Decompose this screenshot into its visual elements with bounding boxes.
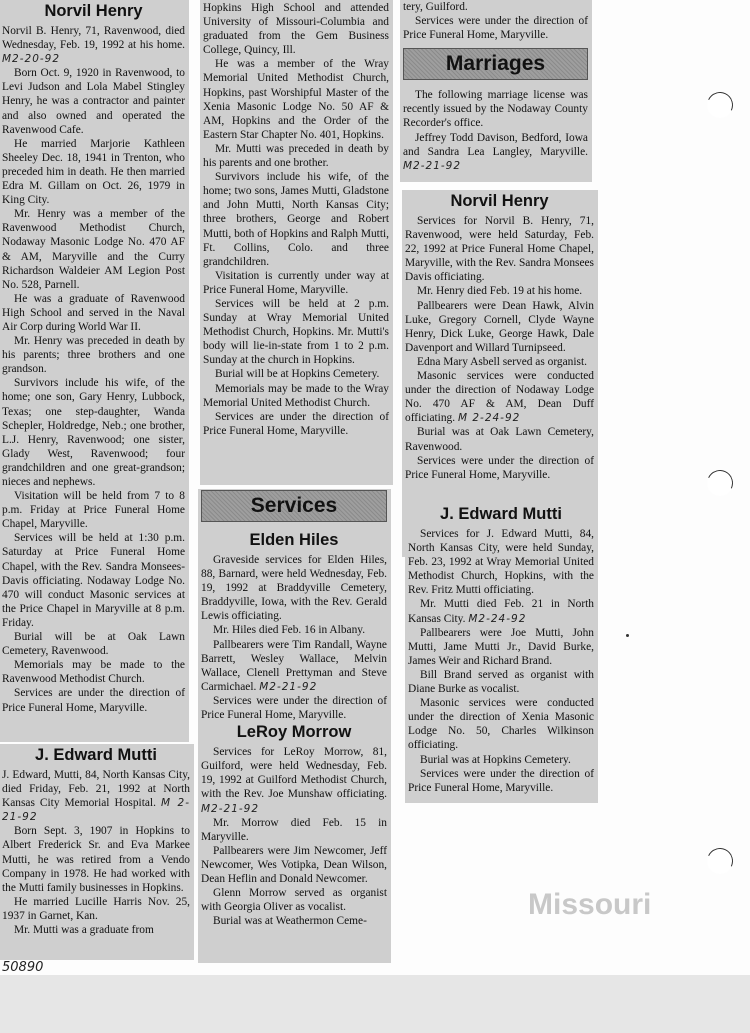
obit-paragraph: Services will be held at 1:30 p.m. Saturday at Price Funeral Home Chapel, with the Rev. Sandra Monsees-Davis officiating. Nodaway Lodge No. 470 will conduct Masonic services at the Price Chapel in Maryville at 8 p.m. Friday. bbox=[2, 532, 185, 629]
obit-paragraph: Norvil B. Henry, 71, Ravenwood, died Wednesday, Feb. 19, 1992 at his home. bbox=[2, 25, 185, 52]
obituary-heading: Norvil Henry bbox=[450, 192, 549, 210]
service-paragraph: Services for Norvil B. Henry, 71, Ravenwood, were held Saturday, Feb. 22, 1992 at Price Funeral Home Chapel, Maryville, with the Rev. Sandra Monsees Davis officiating. bbox=[405, 215, 594, 284]
norvil-henry-obituary bbox=[0, 0, 189, 742]
handwritten-date: M2-21-92 bbox=[403, 159, 462, 172]
obit-paragraph: Services will be held at 2 p.m. Sunday at Wray Memorial United Methodist Church, Hopkins. Mr. Mutti's body will lie-in-state from 1 to 2 p.m. Sunday at the church in Hopkins. bbox=[203, 297, 389, 367]
marriage-paragraph: Jeffrey Todd Davison, Bedford, Iowa and Sandra Lea Langley, Maryville. bbox=[403, 131, 588, 158]
service-paragraph: Mr. Mutti died Feb. 21 in North Kansas City. bbox=[408, 598, 594, 625]
marriage-paragraph: The following marriage license was recently issued by the Nodaway County Recorder's office. bbox=[403, 89, 588, 130]
service-paragraph: Burial was at Oak Lawn Cemetery, Ravenwood. bbox=[405, 426, 594, 453]
obituary-heading: Norvil Henry bbox=[44, 2, 143, 20]
binder-hole-mark bbox=[703, 88, 736, 121]
obit-paragraph: Hopkins High School and attended University of Missouri-Columbia and graduated from the Gem Business College, Quincy, Ill. bbox=[203, 2, 389, 57]
mutti-obituary bbox=[0, 744, 194, 960]
marriages-section bbox=[400, 0, 592, 182]
handwritten-date: M 2-21-92 bbox=[2, 797, 190, 824]
obit-paragraph: Burial will be at Hopkins Cemetery. bbox=[215, 368, 380, 381]
obit-paragraph: Visitation is currently under way at Price Funeral Home, Maryville. bbox=[203, 269, 389, 296]
service-paragraph: Mr. Henry died Feb. 19 at his home. bbox=[417, 285, 583, 298]
mutti-obituary-continued bbox=[200, 0, 393, 485]
service-paragraph: Burial was at Weathermon Ceme- bbox=[213, 915, 367, 928]
scan-bottom-edge bbox=[0, 975, 750, 1033]
service-paragraph: tery, Guilford. bbox=[403, 1, 468, 13]
obit-paragraph: Born Sept. 3, 1907 in Hopkins to Albert Frederick Sr. and Eva Markee Mutti, he was retired from a Vendo Company in 1978. He had worked with the Mutti family businesses in Hopkins. bbox=[2, 825, 190, 894]
service-paragraph: Services were under the direction of Price Funeral Home, Maryville. bbox=[201, 694, 387, 722]
obit-paragraph: Mr. Mutti was a graduate from bbox=[14, 924, 154, 937]
obit-paragraph: J. Edward, Mutti, 84, North Kansas City, died Friday, Feb. 21, 1992 at North Kansas City Memorial Hospital. bbox=[2, 769, 190, 810]
obit-paragraph: He married Marjorie Kathleen Sheeley Dec. 18, 1941 in Trenton, who preceded him in death. He then married Edra M. Gillam on Oct. 26, 1979 in King City. bbox=[2, 137, 185, 207]
obit-paragraph: Mr. Mutti was preceded in death by his parents and one brother. bbox=[203, 142, 389, 170]
service-paragraph: Edna Mary Asbell served as organist. bbox=[417, 355, 587, 368]
handwritten-date: M2-21-92 bbox=[201, 802, 260, 815]
service-paragraph: Mr. Hiles died Feb. 16 in Albany. bbox=[213, 624, 366, 637]
handwritten-date: M2-20-92 bbox=[2, 53, 61, 66]
service-paragraph: Burial was at Hopkins Cemetery. bbox=[420, 753, 571, 766]
obituary-heading: Elden Hiles bbox=[249, 531, 339, 549]
binder-hole-mark bbox=[703, 466, 736, 499]
service-paragraph: Services were under the direction of Price Funeral Home, Maryville. bbox=[405, 454, 594, 481]
binder-hole-mark bbox=[703, 844, 736, 877]
page-stamp: 50890 bbox=[2, 960, 44, 975]
obituary-heading: J. Edward Mutti bbox=[35, 746, 157, 764]
faint-bleed-text: Missouri bbox=[528, 888, 652, 921]
obit-paragraph: Mr. Henry was a member of the Ravenwood Methodist Church, Nodaway Masonic Lodge No. 470 AF & AM, Maryville and the Curry Richardson Waldeier AM Legion Post No. 528, Parnell. bbox=[2, 208, 185, 291]
service-paragraph: Pallbearers were Jim Newcomer, Jeff Newcomer, Wes Votipka, Dean Wilson, Dean Heflin and Donald Newcomer. bbox=[201, 844, 387, 885]
service-paragraph: Masonic services were conducted under the direction of Xenia Masonic Lodge No. 50, Charles Wilkinson officiating. bbox=[408, 697, 594, 752]
service-paragraph: Services were under the direction of Price Funeral Home, Maryville. bbox=[403, 15, 588, 42]
obit-paragraph: Born Oct. 9, 1920 in Ravenwood, to Levi Judson and Lola Mabel Stingley Henry, he was a contractor and painter and also owned and operated the Ravenwood Cafe. bbox=[2, 67, 185, 136]
obit-paragraph: Memorials may be made to the Ravenwood Methodist Church. bbox=[2, 659, 185, 686]
service-paragraph: Pallbearers were Tim Randall, Wayne Barrett, Wesley Wallace, Melvin Wallace, Clenell Prettyman and Steve Carmichael. bbox=[201, 638, 387, 693]
obit-paragraph: Survivors include his wife, of the home; one son, Gary Henry, Lubbock, Texas; one step-daughter, Wanda Schepler, Holdredge, Neb.; one brother, L.J. Henry, Ravenwood; one sister, Glady West, Ravenwood; four grandchildren and one great-grandson; nieces and nephews. bbox=[2, 377, 185, 488]
service-paragraph: Glenn Morrow served as organist with Georgia Oliver as vocalist. bbox=[201, 887, 387, 914]
service-paragraph: Services for LeRoy Morrow, 81, Guilford, were held Wednesday, Feb. 19, 1992 at Guilford Methodist Church, with the Rev. Joe Munshaw officiating. bbox=[201, 746, 387, 801]
services-banner: Services bbox=[201, 490, 387, 522]
service-paragraph: Graveside services for Elden Hiles, 88, Barnard, were held Wednesday, Feb. 19, 1992 at Braddyville Cemetery, Braddyville, Iowa, with the Rev. Gerald Lewis officiating. bbox=[201, 554, 387, 623]
marriages-banner: Marriages bbox=[403, 48, 588, 80]
handwritten-date: M2-21-92 bbox=[259, 680, 318, 693]
obit-paragraph: Services are under the direction of Price Funeral Home, Maryville. bbox=[2, 687, 185, 714]
obit-paragraph: Visitation will be held from 7 to 8 p.m. Friday at Price Funeral Home Chapel, Maryville. bbox=[2, 490, 185, 531]
service-paragraph: Services were under the direction of Price Funeral Home, Maryville. bbox=[408, 767, 594, 794]
service-paragraph: Pallbearers were Joe Mutti, John Mutti, Jame Mutti Jr., David Burke, James Weir and Richard Brand. bbox=[408, 626, 594, 667]
service-paragraph: Bill Brand served as organist with Diane Burke as vocalist. bbox=[408, 668, 594, 696]
obituary-heading: LeRoy Morrow bbox=[236, 723, 352, 742]
obit-paragraph: Survivors include his wife, of the home; two sons, James Mutti, Gladstone and John Mutti, North Kansas City; three brothers, George and Robert Mutti, both of Hopkins and Ralph Mutti, Ft. Collins, Colo. and three grandchildren. bbox=[203, 171, 389, 268]
obit-paragraph: He was a graduate of Ravenwood High School and served in the Naval Air Corp during World War II. bbox=[2, 292, 185, 333]
obit-paragraph: Burial will be at Oak Lawn Cemetery, Ravenwood. bbox=[2, 631, 185, 658]
obit-paragraph: He was a member of the Wray Memorial United Methodist Church, Hopkins, past Worshipful Master of the Xenia Masonic Lodge No. 50 AF & AM, Hopkins and the Order of the Eastern Star Chapter No. 401, Hopkins. bbox=[203, 58, 389, 141]
obit-paragraph: Memorials may be made to the Wray Memorial United Methodist Church. bbox=[203, 382, 389, 409]
service-paragraph: Services for J. Edward Mutti, 84, North Kansas City, were held Sunday, Feb. 23, 1992 at Wray Memorial United Methodist Church, Hopkins, with the Rev. Fritz Mutti officiating. bbox=[408, 528, 594, 597]
handwritten-date: M2-24-92 bbox=[468, 612, 527, 625]
obit-paragraph: He married Lucille Harris Nov. 25, 1937 in Garnet, Kan. bbox=[2, 895, 190, 922]
services-section bbox=[198, 489, 391, 963]
obituary-heading: J. Edward Mutti bbox=[440, 505, 562, 523]
service-paragraph: Masonic services were conducted under the direction of Nodaway Lodge No. 470 AF & AM, Dean Duff officiating. bbox=[405, 370, 594, 425]
norvil-henry-services bbox=[402, 190, 598, 557]
handwritten-date: M 2-24-92 bbox=[457, 412, 521, 425]
service-paragraph: Mr. Morrow died Feb. 15 in Maryville. bbox=[201, 816, 387, 843]
obit-paragraph: Services are under the direction of Price Funeral Home, Maryville. bbox=[203, 410, 389, 437]
service-paragraph: Pallbearers were Dean Hawk, Alvin Luke, Gregory Cornell, Clyde Wayne Henry, Dick Luke, George Hawk, Dale Davenport and Willard Turnipseed. bbox=[405, 299, 594, 354]
speck bbox=[626, 634, 629, 637]
obit-paragraph: Mr. Henry was preceded in death by his parents; three brothers and one grandson. bbox=[2, 335, 185, 376]
mutti-services bbox=[405, 503, 598, 803]
